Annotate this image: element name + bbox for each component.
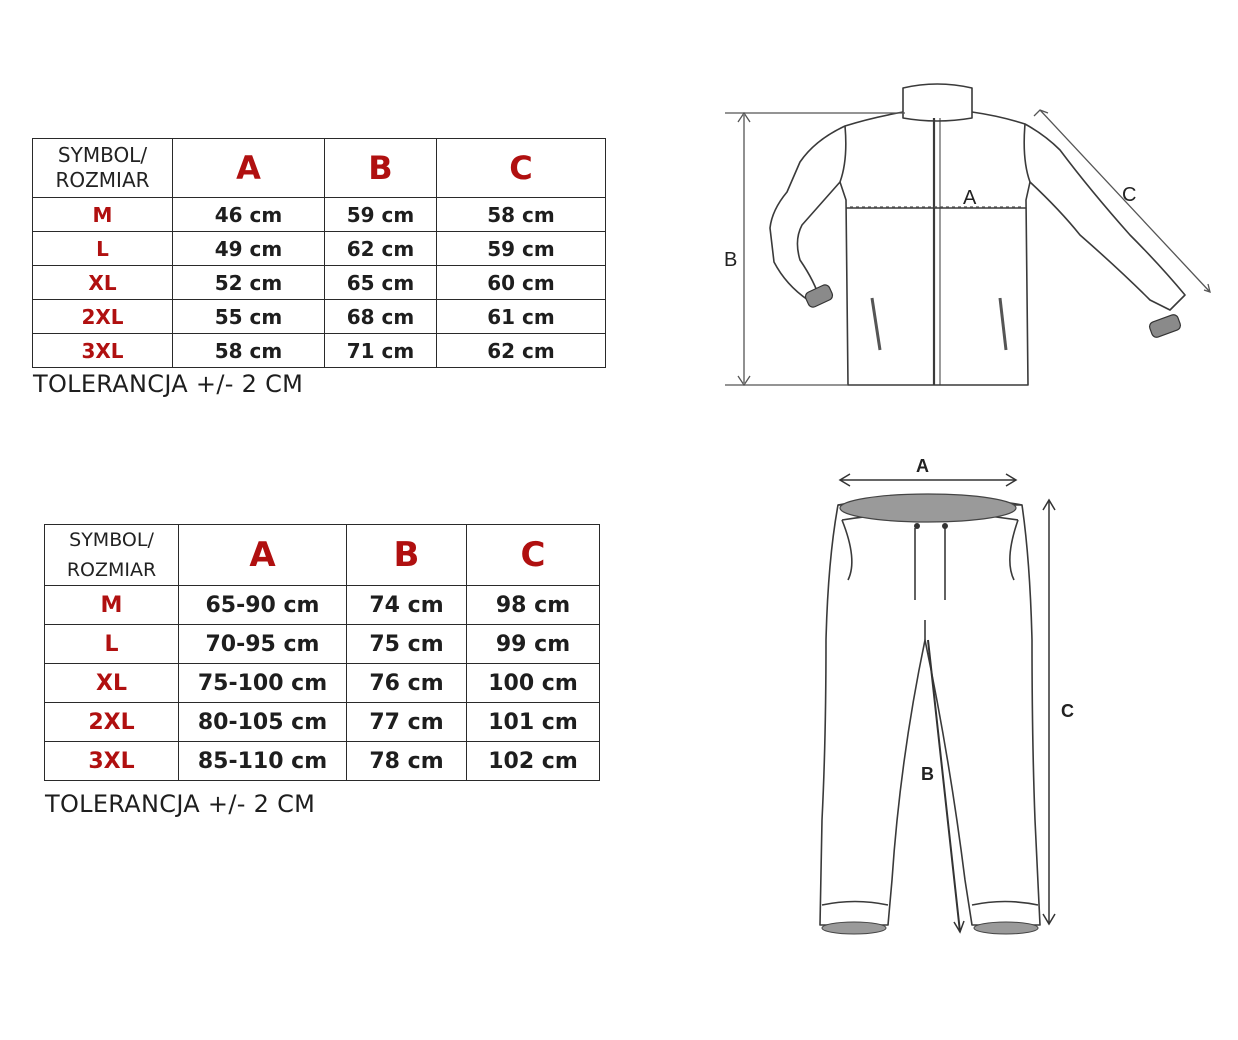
measurement-c: 98 cm bbox=[467, 586, 600, 625]
drawstring-left-icon bbox=[914, 523, 920, 529]
measurement-b: 65 cm bbox=[325, 266, 437, 300]
column-header-b: B bbox=[325, 139, 437, 198]
jacket-tolerance-note: TOLERANCJA +/- 2 CM bbox=[33, 370, 304, 398]
left-cuff-icon bbox=[804, 283, 834, 308]
size-label: L bbox=[45, 625, 179, 664]
measurement-a: 58 cm bbox=[173, 334, 325, 368]
right-hem-icon bbox=[974, 922, 1038, 934]
measurement-a: 46 cm bbox=[173, 198, 325, 232]
measurement-a: 85-110 cm bbox=[179, 742, 347, 781]
size-label: L bbox=[33, 232, 173, 266]
size-header-line2: ROZMIAR bbox=[55, 168, 150, 192]
measurement-b: 62 cm bbox=[325, 232, 437, 266]
symbol-header-line1: SYMBOL/ bbox=[57, 143, 148, 167]
measurement-a: 65-90 cm bbox=[179, 586, 347, 625]
jacket-diagram-label-b: B bbox=[724, 249, 738, 271]
column-header-a: A bbox=[173, 139, 325, 198]
jacket-diagram-label-a: A bbox=[963, 187, 977, 209]
size-label: M bbox=[45, 586, 179, 625]
size-label: XL bbox=[33, 266, 173, 300]
measurement-b: 68 cm bbox=[325, 300, 437, 334]
jacket-outline bbox=[770, 84, 1185, 385]
measurement-c: 60 cm bbox=[437, 266, 606, 300]
measurement-b: 71 cm bbox=[325, 334, 437, 368]
pants-diagram-label-c: C bbox=[1061, 701, 1074, 721]
symbol-header-line1: SYMBOL/ bbox=[69, 529, 154, 551]
column-header-c: C bbox=[467, 525, 600, 586]
pants-measure-lines bbox=[840, 474, 1055, 932]
measurement-a: 80-105 cm bbox=[179, 703, 347, 742]
measurement-a: 49 cm bbox=[173, 232, 325, 266]
pants-outline bbox=[820, 497, 1040, 926]
measurement-c: 100 cm bbox=[467, 664, 600, 703]
measurement-b: 75 cm bbox=[347, 625, 467, 664]
measurement-a: 55 cm bbox=[173, 300, 325, 334]
drawstring-right-icon bbox=[942, 523, 948, 529]
column-header-c: C bbox=[437, 139, 606, 198]
measurement-b: 74 cm bbox=[347, 586, 467, 625]
measurement-c: 99 cm bbox=[467, 625, 600, 664]
size-label: XL bbox=[45, 664, 179, 703]
jacket-diagram-label-c: C bbox=[1122, 184, 1137, 206]
measurement-a: 75-100 cm bbox=[179, 664, 347, 703]
size-label: 3XL bbox=[33, 334, 173, 368]
measurement-a: 70-95 cm bbox=[179, 625, 347, 664]
pants-diagram-label-a: A bbox=[916, 456, 929, 476]
size-label: 2XL bbox=[45, 703, 179, 742]
right-cuff-icon bbox=[1148, 313, 1182, 338]
size-label: 3XL bbox=[45, 742, 179, 781]
measurement-c: 61 cm bbox=[437, 300, 606, 334]
pants-waistband-icon bbox=[840, 494, 1016, 522]
left-hem-icon bbox=[822, 922, 886, 934]
column-header-b: B bbox=[347, 525, 467, 586]
pants-diagram-label-b: B bbox=[921, 764, 934, 784]
measurement-b: 76 cm bbox=[347, 664, 467, 703]
measurement-c: 101 cm bbox=[467, 703, 600, 742]
size-label: 2XL bbox=[33, 300, 173, 334]
measurement-b: 78 cm bbox=[347, 742, 467, 781]
measurement-c: 59 cm bbox=[437, 232, 606, 266]
size-header-line2: ROZMIAR bbox=[66, 559, 157, 581]
size-label: M bbox=[33, 198, 173, 232]
column-header-a: A bbox=[179, 525, 347, 586]
measurement-b: 59 cm bbox=[325, 198, 437, 232]
measurement-c: 62 cm bbox=[437, 334, 606, 368]
measurement-a: 52 cm bbox=[173, 266, 325, 300]
measurement-c: 102 cm bbox=[467, 742, 600, 781]
measurement-c: 58 cm bbox=[437, 198, 606, 232]
measurement-b: 77 cm bbox=[347, 703, 467, 742]
pants-tolerance-note: TOLERANCJA +/- 2 CM bbox=[45, 790, 316, 818]
